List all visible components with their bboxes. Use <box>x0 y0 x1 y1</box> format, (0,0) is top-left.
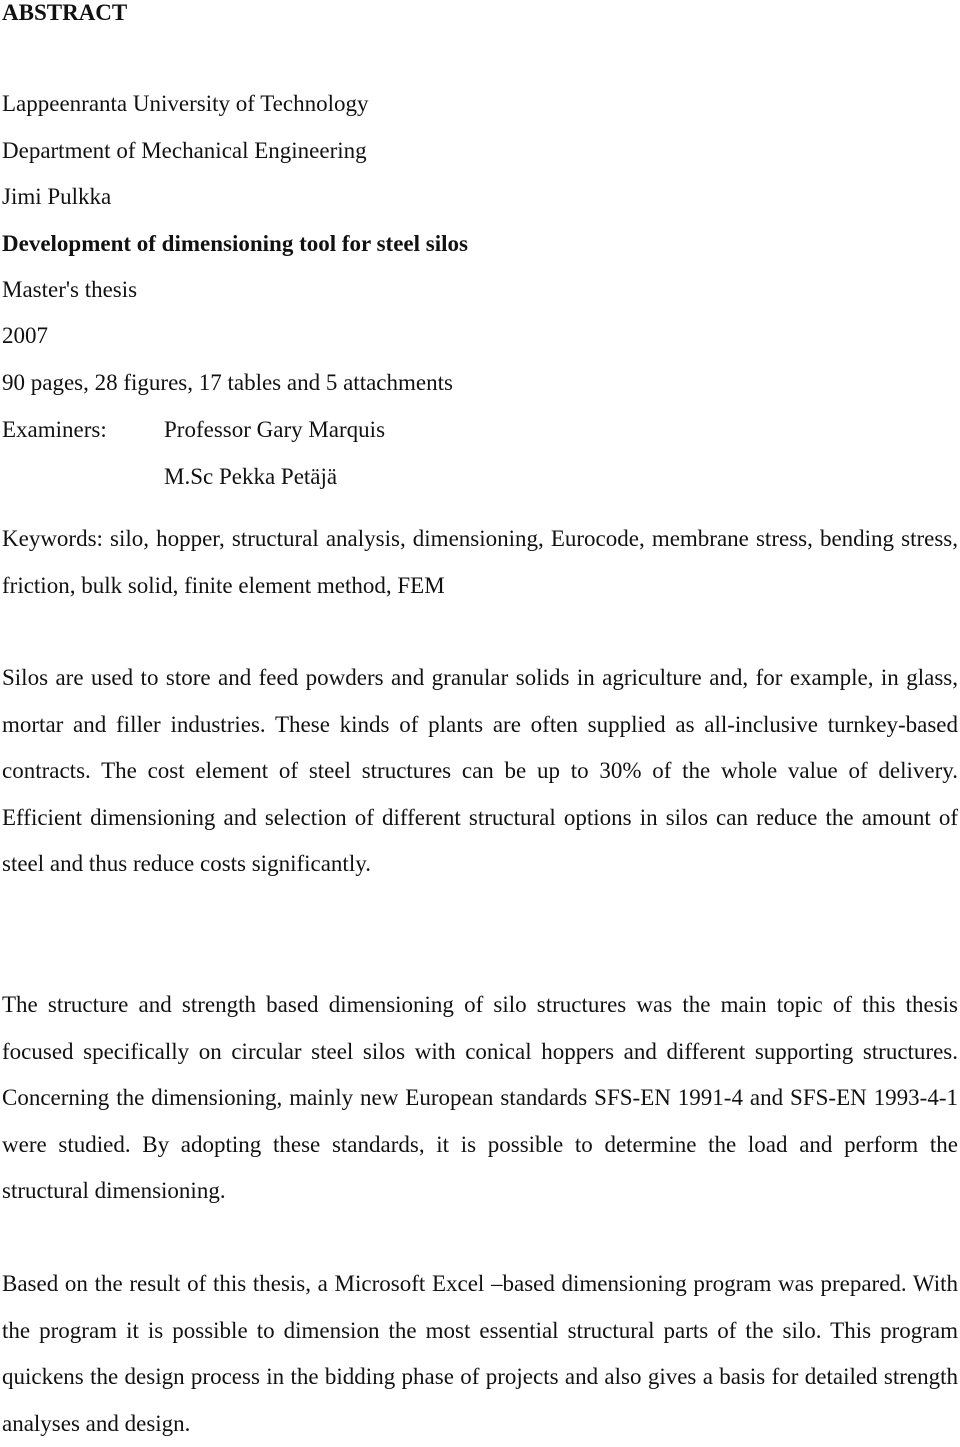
examiners-label: Examiners: <box>2 417 107 442</box>
thesis-title: Development of dimensioning tool for steel silos <box>2 231 468 256</box>
examiner-2: M.Sc Pekka Petäjä <box>164 464 338 489</box>
examiner-1: Professor Gary Marquis <box>164 417 386 442</box>
abstract-paragraph-1: Silos are used to store and feed powders and granular solids in agriculture and, for example, in glass, mortar and filler industries. These kinds of plants are often supplied as all-inclusive turnkey-based contracts. The cost element of steel structures can be up to 30% of the whole value of delivery. Efficient dimensioning and selection of different structural options in silos can reduce the amount of steel and thus reduce costs significantly. <box>2 665 958 876</box>
thesis-year: 2007 <box>2 323 48 348</box>
department-name: Department of Mechanical Engineering <box>2 138 367 163</box>
author-name: Jimi Pulkka <box>2 184 112 209</box>
abstract-paragraph-3: Based on the result of this thesis, a Microsoft Excel –based dimensioning program was prepared. With the program it is possible to dimension the most essential structural parts of the silo. This program quickens the design process in the bidding phase of projects and also gives a basis for detailed strength analyses and design. <box>2 1271 958 1436</box>
university-name: Lappeenranta University of Technology <box>2 91 369 116</box>
page-heading: ABSTRACT <box>2 0 128 25</box>
thesis-extent: 90 pages, 28 figures, 17 tables and 5 attachments <box>2 370 453 395</box>
thesis-type: Master's thesis <box>2 277 138 302</box>
abstract-paragraph-2: The structure and strength based dimensioning of silo structures was the main topic of this thesis focused specifically on circular steel silos with conical hoppers and different supporting structures. Concerning the dimensioning, mainly new European standards SFS-EN 1991-4 and SFS-EN 1993-4-1 were studied. By adopting these standards, it is possible to determine the load and perform the structural dimensioning. <box>2 992 958 1203</box>
examiners-row <box>2 416 385 444</box>
keywords-paragraph: Keywords: silo, hopper, structural analysis, dimensioning, Eurocode, membrane stress, bending stress, friction, bulk solid, finite element method, FEM <box>2 526 958 598</box>
